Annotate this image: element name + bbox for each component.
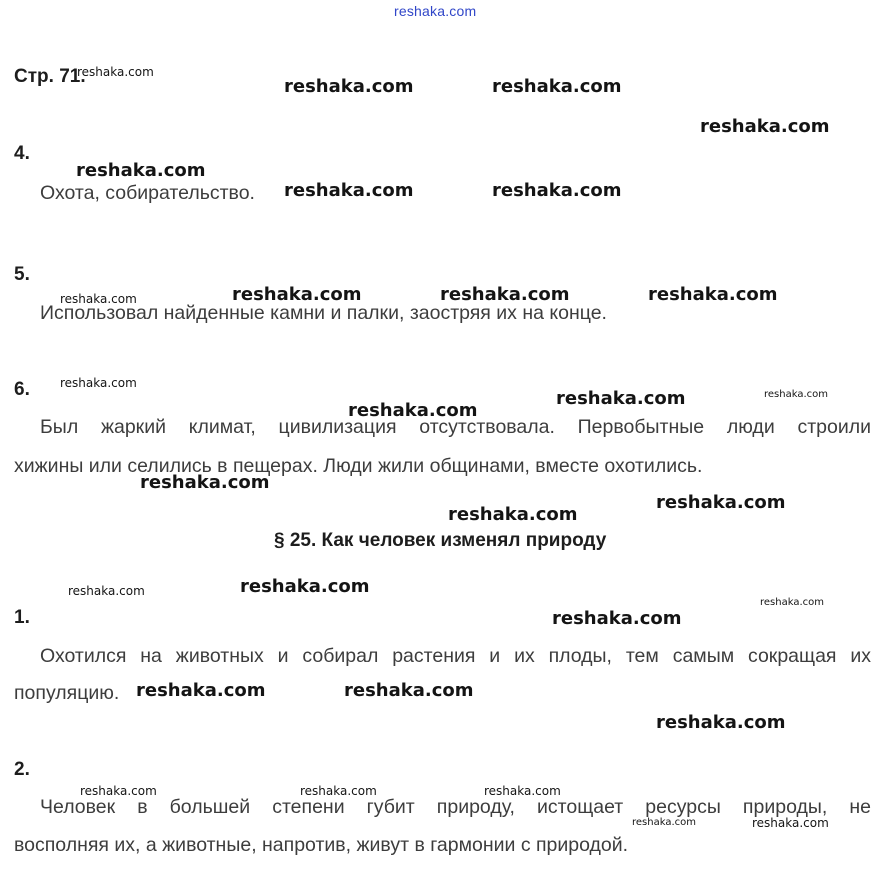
- watermark: reshaka.com: [80, 784, 157, 798]
- section-item-1-line-1: Охотился на животных и собирал растения и их плоды, тем самым сокращая их: [40, 645, 871, 667]
- item-4-text: Охота, собирательство.: [40, 182, 255, 204]
- watermark: reshaka.com: [77, 65, 154, 79]
- watermark: reshaka.com: [656, 492, 786, 513]
- watermark: reshaka.com: [484, 784, 561, 798]
- watermark: reshaka.com: [68, 584, 145, 598]
- watermark: reshaka.com: [492, 76, 622, 97]
- site-header-link[interactable]: reshaka.com: [394, 3, 477, 19]
- watermark: reshaka.com: [648, 284, 778, 305]
- section-title: § 25. Как человек изменял природу: [274, 530, 607, 551]
- item-5-text: Использовал найденные камни и палки, заостряя их на конце.: [40, 302, 607, 324]
- watermark: reshaka.com: [344, 680, 474, 701]
- watermark: reshaka.com: [60, 292, 137, 306]
- watermark: reshaka.com: [764, 389, 828, 400]
- watermark: reshaka.com: [232, 284, 362, 305]
- watermark: reshaka.com: [656, 712, 786, 733]
- section-item-1-number: 1.: [14, 607, 30, 628]
- watermark: reshaka.com: [556, 388, 686, 409]
- watermark: reshaka.com: [140, 472, 270, 493]
- watermark: reshaka.com: [440, 284, 570, 305]
- page-label: Стр. 71.: [14, 66, 86, 87]
- item-5-number: 5.: [14, 264, 30, 285]
- watermark: reshaka.com: [300, 784, 377, 798]
- watermark: reshaka.com: [752, 816, 829, 830]
- watermark: reshaka.com: [76, 160, 206, 181]
- section-item-1-line-2: популяцию.: [14, 682, 120, 704]
- watermark: reshaka.com: [348, 400, 478, 421]
- watermark: reshaka.com: [448, 504, 578, 525]
- watermark: reshaka.com: [136, 680, 266, 701]
- item-6-line-1: Был жаркий климат, цивилизация отсутствовала. Первобытные люди строили: [40, 416, 871, 438]
- watermark: reshaka.com: [284, 76, 414, 97]
- watermark: reshaka.com: [60, 376, 137, 390]
- item-6-number: 6.: [14, 379, 30, 400]
- item-6-line-2: хижины или селились в пещерах. Люди жили общинами, вместе охотились.: [14, 455, 703, 477]
- watermark: reshaka.com: [700, 116, 830, 137]
- watermark: reshaka.com: [760, 597, 824, 608]
- watermark: reshaka.com: [240, 576, 370, 597]
- section-item-2-number: 2.: [14, 759, 30, 780]
- section-item-2-line-1: Человек в большей степени губит природу, истощает ресурсы природы, не: [40, 796, 871, 818]
- section-item-2-line-2: восполняя их, а животные, напротив, живут в гармонии с природой.: [14, 834, 629, 856]
- watermark: reshaka.com: [552, 608, 682, 629]
- watermark: reshaka.com: [632, 817, 696, 828]
- item-4-number: 4.: [14, 143, 30, 164]
- watermark: reshaka.com: [492, 180, 622, 201]
- watermark: reshaka.com: [284, 180, 414, 201]
